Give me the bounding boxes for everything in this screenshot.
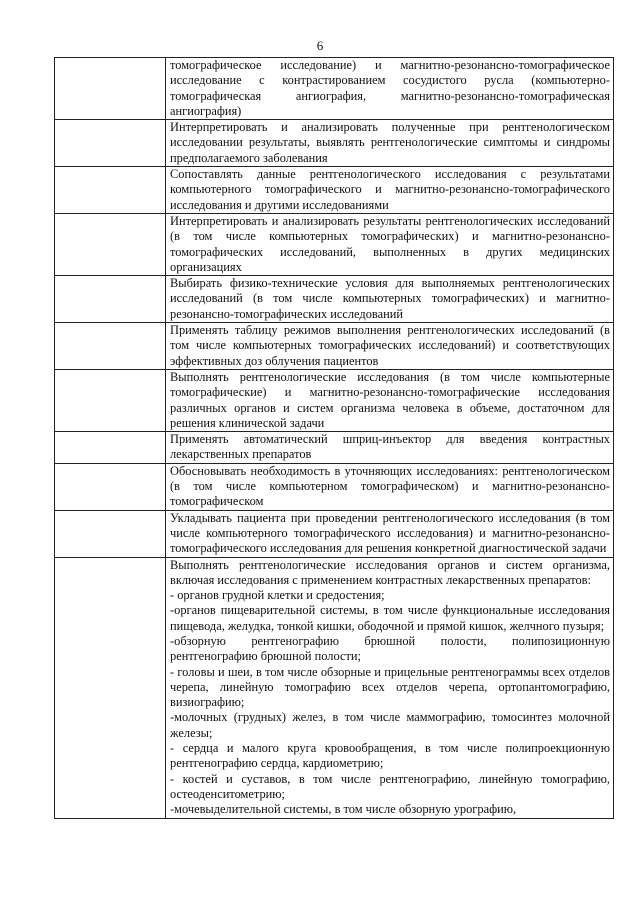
skill-cell — [166, 323, 614, 370]
page-number: 6 — [316, 38, 324, 53]
skill-text: Обосновывать необходимость в уточняющих исследованиях: рентгенологическом (в том числе компьютерном томографическом) и магнитно-резонансно-томографическом — [170, 463, 610, 509]
skill-cell — [166, 120, 614, 167]
empty-left-cell — [55, 463, 166, 510]
skill-cell — [166, 463, 614, 510]
skills-table-body — [55, 58, 614, 819]
empty-left-cell — [55, 369, 166, 431]
skill-cell — [166, 58, 614, 120]
empty-left-cell — [55, 213, 166, 275]
skill-text: - сердца и малого круга кровообращения, в том числе полипроекционную рентгенографию сердца, кардиометрию; — [170, 741, 610, 771]
skill-text: Сопоставлять данные рентгенологического исследования с результатами компьютерного томографического и магнитно-резонансно-томографического исследования и другими исследованиями — [170, 167, 610, 212]
skill-text: -мочевыделительной системы, в том числе обзорную урографию, — [170, 802, 517, 817]
table-row — [55, 58, 614, 120]
skill-cell — [166, 510, 614, 557]
skill-text: -органов пищеварительной системы, в том числе функциональные исследования пищевода, желудка, тонкой кишки, ободочной и прямой кишок, желчного пузыря; — [170, 603, 610, 633]
table-row — [55, 463, 614, 510]
empty-left-cell — [55, 167, 166, 214]
table-row — [55, 557, 614, 818]
skill-cell — [166, 432, 614, 464]
empty-left-cell — [55, 276, 166, 323]
table-row — [55, 167, 614, 214]
skill-cell — [166, 167, 614, 214]
empty-left-cell — [55, 557, 166, 818]
skill-cell — [166, 369, 614, 431]
skill-cell — [166, 213, 614, 275]
table-row — [55, 369, 614, 431]
skill-text: Применять таблицу режимов выполнения рентгенологических исследований (в том числе компьютерных томографических исследований) и соответствующих эффективных доз облучения пациентов — [170, 323, 610, 368]
empty-left-cell — [55, 432, 166, 464]
skill-text: Применять автоматический шприц-инъектор для введения контрастных лекарственных препаратов — [170, 432, 610, 462]
skill-cell — [166, 557, 614, 818]
empty-left-cell — [55, 58, 166, 120]
table-row — [55, 323, 614, 370]
skill-text: Выбирать физико-технические условия для выполняемых рентгенологических исследований (в том числе компьютерных томографических) и магнитно-резонансно-томографических исследований — [170, 276, 610, 321]
skill-text: - костей и суставов, в том числе рентгенографию, линейную томографию, остеоденситометрию; — [170, 771, 610, 801]
table-row — [55, 432, 614, 464]
table-row — [55, 120, 614, 167]
skill-text: Выполнять рентгенологические исследования органов и систем организма, включая исследования с применением контрастных лекарственных препаратов: — [170, 557, 610, 587]
skill-text: Интерпретировать и анализировать полученные при рентгенологическом исследовании результаты, выявлять рентгенологические симптомы и синдромы предполагаемого заболевания — [170, 120, 610, 165]
skills-table — [54, 57, 614, 819]
skill-text: Укладывать пациента при проведении рентгенологического исследования (в том числе компьютерного томографического исследования) и магнитно-резонансно-томографического исследования для решения конкретной диагностической задачи — [170, 510, 610, 556]
skill-text: -обзорную рентгенографию брюшной полости, полипозиционную рентгенографию брюшной полости; — [170, 633, 610, 664]
skill-text: - органов грудной клетки и средостения; — [170, 588, 385, 603]
skill-text: Выполнять рентгенологические исследования (в том числе компьютерные томографические) и магнитно-резонансно-томографические исследования различных органов и систем организма человека в объеме, достаточном для решения клинической задачи — [170, 369, 610, 430]
skill-text: - головы и шеи, в том числе обзорные и прицельные рентгенограммы всех отделов черепа, линейную томографию всех отделов черепа, ортопантомографию, визиографию; — [170, 664, 610, 710]
skill-text: -молочных (грудных) желез, в том числе маммографию, томосинтез молочной железы; — [170, 710, 610, 740]
table-row — [55, 276, 614, 323]
skill-text: томографическое исследование) и магнитно-резонансно-томографическое исследование с контрастированием сосудистого русла (компьютерно-томографическая ангиография, магнитно-резонансно-томографическая ангиография) — [170, 58, 610, 118]
table-row — [55, 213, 614, 275]
empty-left-cell — [55, 510, 166, 557]
empty-left-cell — [55, 323, 166, 370]
empty-left-cell — [55, 120, 166, 167]
table-row — [55, 510, 614, 557]
skill-cell — [166, 276, 614, 323]
skill-text: Интерпретировать и анализировать результаты рентгенологических исследований (в том числе компьютерных томографических) и магнитно-резонансно-томографических исследований, выполненных в других медицинских организациях — [170, 213, 610, 274]
